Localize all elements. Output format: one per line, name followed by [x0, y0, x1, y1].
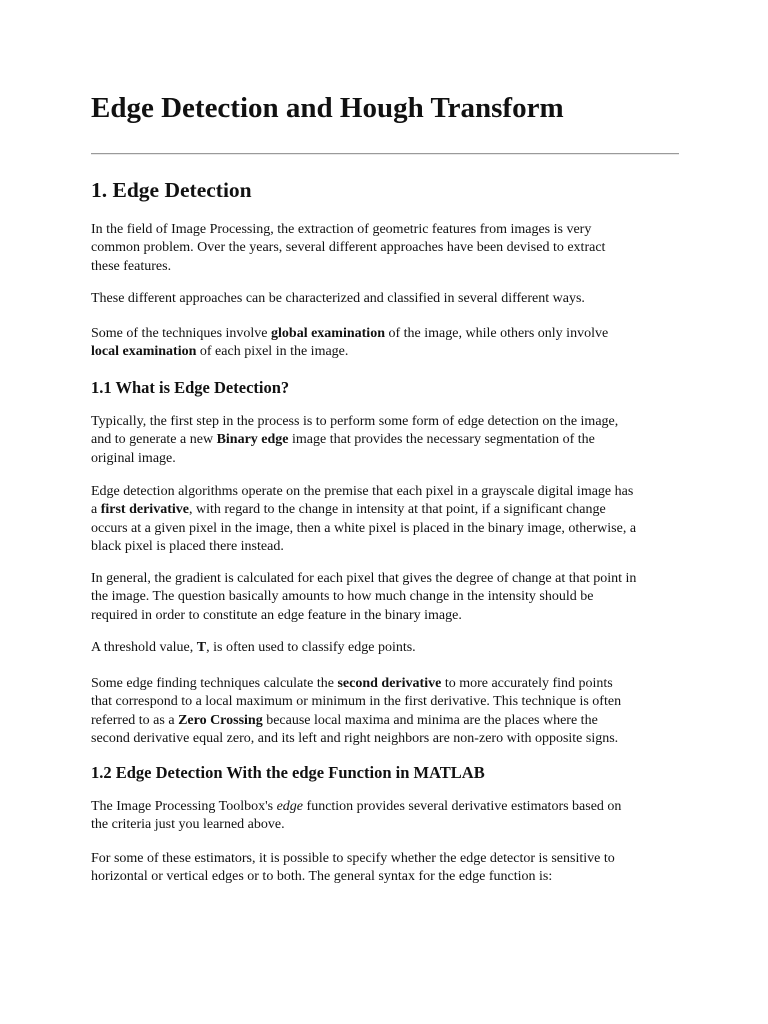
text-line: occurs at a given pixel in the image, then a white pixel is placed in the binary image, otherwise, a	[91, 520, 637, 536]
text-line: original image.	[91, 450, 176, 466]
paragraph-techniques	[91, 325, 681, 362]
text-line: required in order to constitute an edge feature in the binary image.	[91, 607, 462, 623]
bold-term-second-derivative: second derivative	[337, 676, 442, 691]
text-run: function provides several derivative estimators based on	[303, 799, 622, 814]
text-run: to more accurately find points	[441, 676, 613, 691]
text-line: common problem. Over the years, several different approaches have been devised to extract	[91, 240, 606, 256]
italic-term-edge: edge	[276, 799, 304, 814]
text-line: These different approaches can be characterized and classified in several different ways.	[91, 291, 585, 306]
paragraph-first-step	[91, 413, 681, 468]
paragraph-gradient	[91, 570, 681, 625]
text-line: Edge detection algorithms operate on the premise that each pixel in a grayscale digital image has	[91, 484, 634, 499]
text-run: of each pixel in the image.	[196, 344, 349, 360]
paragraph-estimators	[91, 850, 681, 887]
text-run: a	[91, 502, 101, 518]
bold-term-binary-edge: Binary edge	[216, 432, 289, 448]
paragraph-threshold	[91, 639, 681, 657]
horizontal-rule	[91, 153, 679, 155]
text-line: In general, the gradient is calculated for each pixel that gives the degree of change at that point in	[91, 571, 637, 586]
text-run: of the image, while others only involve	[385, 326, 609, 341]
section-heading-edge-function-matlab: 1.2 Edge Detection With the edge Function in MATLAB	[91, 763, 485, 782]
bold-term-global-examination: global examination	[271, 326, 385, 341]
text-line: second derivative equal zero, and its left and right neighbors are non-zero with opposite signs.	[91, 730, 619, 746]
text-line: that correspond to a local maximum or minimum in the first derivative. This technique is often	[91, 694, 622, 710]
text-run: referred to as a	[91, 712, 179, 728]
text-run: The Image Processing Toolbox's	[91, 799, 277, 814]
text-line: horizontal or vertical edges or to both. The general syntax for the edge function is:	[91, 869, 553, 885]
text-line	[91, 343, 681, 361]
document-title: Edge Detection and Hough Transform	[91, 92, 564, 124]
text-line: black pixel is placed there instead.	[91, 538, 284, 554]
text-run: Some of the techniques involve	[91, 326, 272, 341]
text-run: , is often used to classify edge points.	[206, 640, 416, 655]
text-run: image that provides the necessary segmentation of the	[288, 432, 595, 448]
text-line: the criteria just you learned above.	[91, 817, 285, 833]
bold-term-zero-crossing: Zero Crossing	[178, 712, 263, 728]
text-line	[91, 639, 681, 657]
text-line	[91, 675, 681, 693]
text-run: A threshold value,	[91, 640, 197, 655]
text-run: Some edge finding techniques calculate the	[91, 676, 338, 691]
text-line	[91, 798, 681, 816]
text-run: and to generate a new	[91, 432, 217, 448]
paragraph-second-derivative	[91, 675, 681, 748]
text-line	[91, 325, 681, 343]
text-line: Typically, the first step in the process is to perform some form of edge detection on the image,	[91, 414, 619, 429]
text-line: these features.	[91, 258, 172, 274]
paragraph-intro	[91, 221, 681, 276]
text-line	[91, 501, 681, 519]
section-heading-edge-detection: 1. Edge Detection	[91, 178, 252, 202]
bold-term-local-examination: local examination	[91, 344, 197, 360]
text-run: because local maxima and minima are the places where the	[262, 712, 598, 728]
text-line: In the field of Image Processing, the extraction of geometric features from images is very	[91, 222, 592, 237]
paragraph-algorithms	[91, 483, 681, 556]
section-heading-what-is-edge-detection: 1.1 What is Edge Detection?	[91, 378, 290, 397]
text-line: the image. The question basically amounts to how much change in the intensity should be	[91, 589, 594, 605]
bold-term-first-derivative: first derivative	[100, 502, 189, 518]
text-line	[91, 431, 681, 449]
text-line	[91, 712, 681, 730]
bold-term-t: T	[196, 640, 207, 655]
text-run: , with regard to the change in intensity at that point, if a significant change	[188, 502, 606, 518]
paragraph-approaches	[91, 290, 681, 308]
paragraph-edge-function	[91, 798, 681, 835]
text-line: For some of these estimators, it is possible to specify whether the edge detector is sensitive to	[91, 851, 615, 866]
